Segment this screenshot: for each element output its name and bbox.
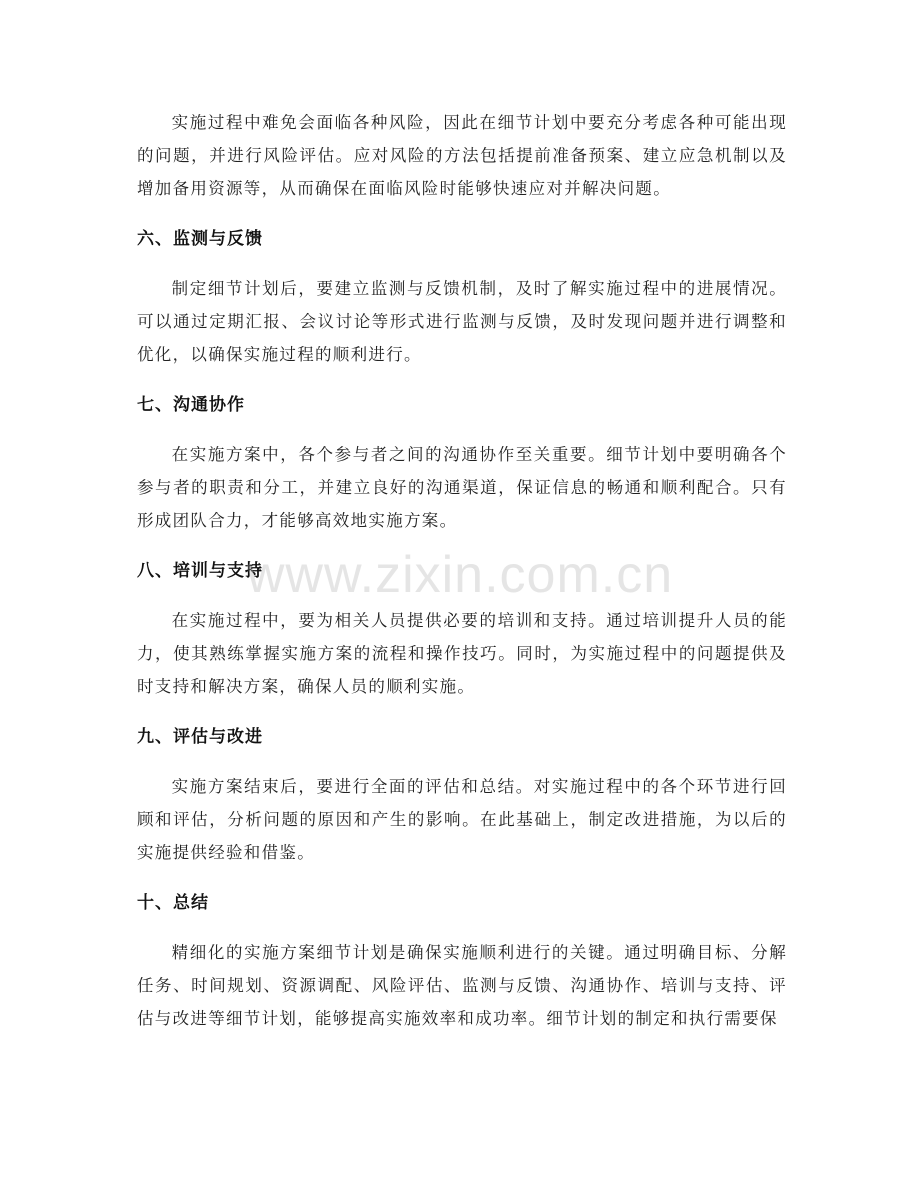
paragraph-summary: 精细化的实施方案细节计划是确保实施顺利进行的关键。通过明确目标、分解任务、时间规划、资源调配、风险评估、监测与反馈、沟通协作、培训与支持、评估与改进等细节计划，能够提高实施效率和成功率。细节计划的制定和执行需要保	[137, 943, 787, 1028]
heading-summary: 十、总结	[137, 893, 209, 913]
watermark-text: www.zixin.com.cn	[246, 546, 674, 604]
paragraph-training-support: 在实施过程中，要为相关人员提供必要的培训和支持。通过培训提升人员的能力，使其熟练掌握实施方案的流程和操作技巧。同时，为实施过程中的问题提供及时支持和解决方案，确保人员的顺利实施。	[137, 611, 787, 696]
heading-monitoring-feedback: 六、监测与反馈	[137, 229, 263, 249]
paragraph-monitoring-feedback: 制定细节计划后，要建立监测与反馈机制，及时了解实施过程中的进展情况。可以通过定期汇报、会议讨论等形式进行监测与反馈，及时发现问题并进行调整和优化，以确保实施过程的顺利进行。	[137, 279, 787, 364]
heading-communication: 七、沟通协作	[137, 395, 245, 415]
paragraph-evaluation-improvement: 实施方案结束后，要进行全面的评估和总结。对实施过程中的各个环节进行回顾和评估，分析问题的原因和产生的影响。在此基础上，制定改进措施，为以后的实施提供经验和借鉴。	[137, 777, 787, 862]
paragraph-communication: 在实施方案中，各个参与者之间的沟通协作至关重要。细节计划中要明确各个参与者的职责和分工，并建立良好的沟通渠道，保证信息的畅通和顺利配合。只有形成团队合力，才能够高效地实施方案。	[137, 445, 787, 530]
paragraph-risk: 实施过程中难免会面临各种风险，因此在细节计划中要充分考虑各种可能出现的问题，并进行风险评估。应对风险的方法包括提前准备预案、建立应急机制以及增加备用资源等，从而确保在面临风险时能够快速应对并解决问题。	[137, 113, 787, 198]
heading-training-support: 八、培训与支持	[137, 561, 263, 581]
document-body	[137, 106, 787, 1035]
heading-evaluation-improvement: 九、评估与改进	[137, 727, 263, 747]
